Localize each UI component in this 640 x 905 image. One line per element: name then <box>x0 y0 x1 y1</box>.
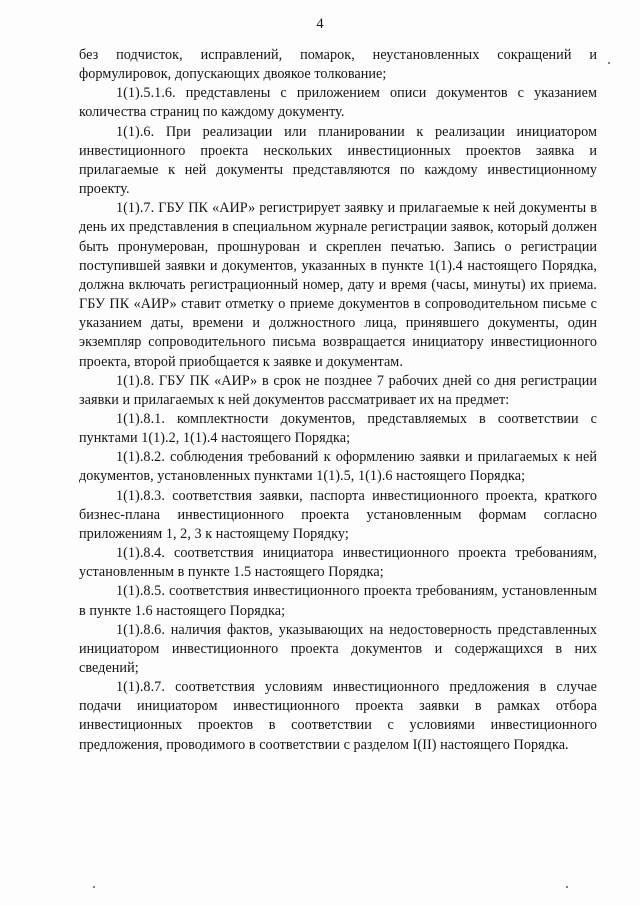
paragraph-continuation: без подчисток, исправлений, помарок, неустановленных сокращений и формулировок, допускающих двоякое толкование; <box>79 47 597 83</box>
paragraph-1-1-8-2: 1(1).8.2. соблюдения требований к оформлению заявки и прилагаемых к ней документов, установленных пунктами 1(1).5, 1(1).6 настоящего Порядка; <box>79 449 597 485</box>
paragraph-1-1-8: 1(1).8. ГБУ ПК «АИР» в срок не позднее 7 рабочих дней со дня регистрации заявки и прилагаемых к ней документов рассматривает их на предмет: <box>79 372 597 408</box>
paragraph-1-1-5-1-6: 1(1).5.1.6. представлены с приложением описи документов с указанием количества страниц по каждому документу. <box>79 85 597 121</box>
page-number: 4 <box>316 16 324 32</box>
scan-speck <box>608 62 610 64</box>
paragraph-1-1-6: 1(1).6. При реализации или планировании к реализации инициатором инвестиционного проекта нескольких инвестиционных проектов заявка и прилагаемые к ней документы представляются по каждому инвестиционному проекту. <box>79 123 597 198</box>
document-body <box>79 46 597 755</box>
paragraph-1-1-8-4: 1(1).8.4. соответствия инициатора инвестиционного проекта требованиям, установленным в пункте 1.5 настоящего Порядка; <box>79 545 597 581</box>
paragraph-1-1-7: 1(1).7. ГБУ ПК «АИР» регистрирует заявку и прилагаемые к ней документы в день их представления в специальном журнале регистрации заявок, который должен быть пронумерован, прошнурован и скреплен печатью. Запись о регистрации поступившей заявки и документов, указанных в пункте 1(1).4 настоящего Порядка, должна включать регистрационный номер, дату и время (часы, минуты) их приема. ГБУ ПК «АИР» ставит отметку о приеме документов в сопроводительном письме с указанием даты, времени и должностного лица, принявшего документы, один экземпляр сопроводительного письма возвращается инициатору инвестиционного проекта, второй приобщается к заявке и документам. <box>79 200 597 370</box>
paragraph-1-1-8-1: 1(1).8.1. комплектности документов, представляемых в соответствии с пунктами 1(1).2, 1(1).4 настоящего Порядка; <box>79 410 597 447</box>
paragraph-1-1-8-7: 1(1).8.7. соответствия условиям инвестиционного предложения в случае подачи инициатором инвестиционного проекта заявки в рамках отбора инвестиционных проектов в соответствии с условиями инвестиционного предложения, проводимого в соответствии с разделом I(II) настоящего Порядка. <box>79 679 597 753</box>
paragraph-1-1-8-6: 1(1).8.6. наличия фактов, указывающих на недостоверность представленных инициатором инвестиционного проекта документов и содержащихся в них сведений; <box>79 621 597 676</box>
paragraph-1-1-8-5: 1(1).8.5. соответствия инвестиционного проекта требованиям, установленным в пункте 1.6 настоящего Порядка; <box>79 583 597 619</box>
scan-speck <box>93 886 95 888</box>
scan-speck <box>566 886 568 888</box>
paragraph-1-1-8-3: 1(1).8.3. соответствия заявки, паспорта инвестиционного проекта, краткого бизнес-плана инвестиционного проекта установленным формам согласно приложениям 1, 2, 3 к настоящему Порядку; <box>79 487 597 542</box>
